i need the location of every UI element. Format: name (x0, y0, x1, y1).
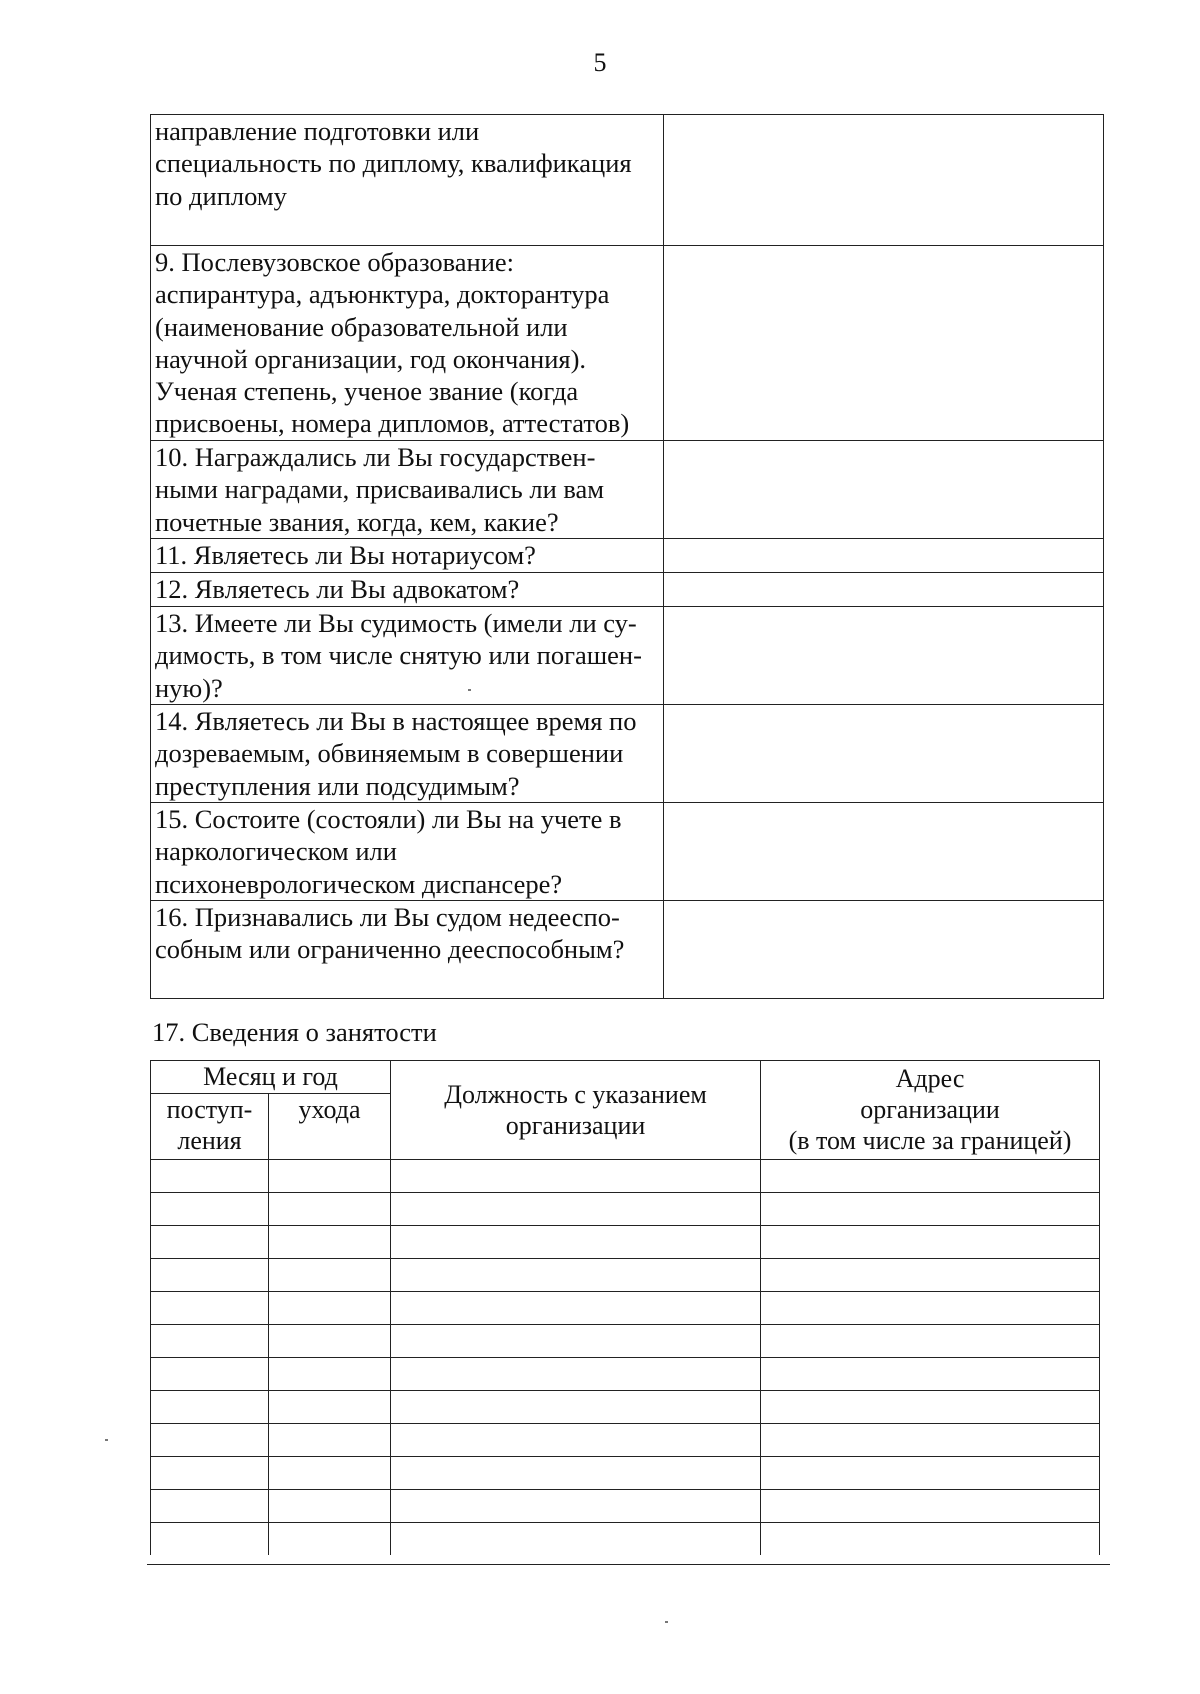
question-text-line: 16. Признавались ли Вы судом недееспо- (155, 902, 620, 932)
answer-field[interactable] (664, 901, 1104, 999)
start-date-cell[interactable] (151, 1160, 269, 1193)
question-text-line: 13. Имеете ли Вы судимость (имели ли су- (155, 608, 637, 638)
address-cell[interactable] (761, 1490, 1100, 1523)
question-text-line: научной организации, год окончания). (155, 343, 587, 374)
position-cell[interactable] (391, 1193, 761, 1226)
position-cell[interactable] (391, 1391, 761, 1424)
question-text-line: по диплому (155, 180, 287, 211)
employment-row (151, 1490, 1100, 1523)
question-row (151, 115, 1104, 246)
question-text-line: 10. Награждались ли Вы государствен- (155, 442, 596, 472)
position-cell[interactable] (391, 1325, 761, 1358)
questionnaire-table (150, 114, 1104, 999)
answer-field[interactable] (664, 539, 1104, 573)
position-header-line: Должность с указанием (444, 1080, 707, 1109)
scan-speck (468, 689, 471, 691)
position-cell[interactable] (391, 1226, 761, 1259)
answer-field[interactable] (664, 607, 1104, 705)
address-header-line: Адрес (895, 1064, 965, 1093)
question-label (151, 705, 664, 803)
question-label (151, 901, 664, 999)
question-text-line: ными наградами, присваивались ли вам (155, 474, 605, 505)
employment-row (151, 1358, 1100, 1391)
question-row (151, 441, 1104, 539)
answer-field[interactable] (664, 803, 1104, 901)
position-cell[interactable] (391, 1490, 761, 1523)
address-cell[interactable] (761, 1292, 1100, 1325)
question-label (151, 803, 664, 901)
employment-row (151, 1259, 1100, 1292)
end-date-cell[interactable] (269, 1391, 391, 1424)
answer-field[interactable] (664, 441, 1104, 539)
end-date-cell[interactable] (269, 1259, 391, 1292)
question-text-line: аспирантура, адъюнктура, докторантура (155, 279, 610, 310)
question-text-line: 15. Состоите (состояли) ли Вы на учете в (155, 804, 622, 834)
end-date-cell[interactable] (269, 1424, 391, 1457)
question-text-line: психоневрологическом диспансере? (155, 868, 563, 899)
start-date-cell[interactable] (151, 1391, 269, 1424)
address-cell[interactable] (761, 1358, 1100, 1391)
address-cell[interactable] (761, 1160, 1100, 1193)
end-date-cell[interactable] (269, 1457, 391, 1490)
question-text-line: дозреваемым, обвиняемым в совершении (155, 738, 624, 769)
position-cell[interactable] (391, 1160, 761, 1193)
employment-row (151, 1226, 1100, 1259)
start-date-cell[interactable] (151, 1490, 269, 1523)
question-label (151, 115, 664, 246)
end-date-header: ухода (269, 1094, 391, 1160)
question-text-line: присвоены, номера дипломов, аттестатов) (155, 408, 630, 439)
question-text-line: наркологическом или (155, 836, 397, 867)
question-row (151, 705, 1104, 803)
end-date-cell[interactable] (269, 1292, 391, 1325)
end-date-cell[interactable] (269, 1226, 391, 1259)
address-cell[interactable] (761, 1193, 1100, 1226)
position-cell[interactable] (391, 1292, 761, 1325)
question-text-line: Ученая степень, ученое звание (когда (155, 376, 579, 407)
end-date-cell[interactable] (269, 1523, 391, 1556)
position-cell[interactable] (391, 1457, 761, 1490)
address-cell[interactable] (761, 1259, 1100, 1292)
address-cell[interactable] (761, 1226, 1100, 1259)
question-text-line: 14. Являетесь ли Вы в настоящее время по (155, 706, 637, 736)
question-text-line: собным или ограниченно дееспособным? (155, 934, 625, 965)
start-date-header-line: поступ- (166, 1095, 253, 1124)
question-text-line: почетные звания, когда, кем, какие? (155, 506, 559, 537)
question-text-line: (наименование образовательной или (155, 311, 568, 342)
employment-row (151, 1391, 1100, 1424)
position-cell[interactable] (391, 1358, 761, 1391)
question-row (151, 803, 1104, 901)
answer-field[interactable] (664, 705, 1104, 803)
question-label (151, 539, 664, 573)
address-header (761, 1061, 1100, 1160)
start-date-cell[interactable] (151, 1424, 269, 1457)
position-cell[interactable] (391, 1523, 761, 1556)
page-number: 5 (593, 48, 607, 77)
question-row (151, 901, 1104, 999)
start-date-cell[interactable] (151, 1292, 269, 1325)
start-date-cell[interactable] (151, 1457, 269, 1490)
question-text-line: направление подготовки или (155, 116, 480, 146)
end-date-cell[interactable] (269, 1160, 391, 1193)
employment-header-row (151, 1061, 1100, 1094)
question-text-line: 11. Являетесь ли Вы нотариусом? (155, 540, 536, 570)
question-text-line: ную)? (155, 672, 223, 703)
position-header (391, 1061, 761, 1160)
employment-row (151, 1457, 1100, 1490)
start-date-header-line: ления (177, 1126, 242, 1155)
question-row (151, 573, 1104, 607)
scan-speck (665, 1621, 668, 1623)
position-cell[interactable] (391, 1424, 761, 1457)
question-text-line: 9. Послевузовское образование: (155, 247, 515, 277)
end-date-cell[interactable] (269, 1325, 391, 1358)
employment-row (151, 1424, 1100, 1457)
address-cell[interactable] (761, 1424, 1100, 1457)
position-cell[interactable] (391, 1259, 761, 1292)
start-date-cell[interactable] (151, 1325, 269, 1358)
start-date-cell[interactable] (151, 1523, 269, 1556)
question-text-line: специальность по диплому, квалификация (155, 148, 632, 179)
employment-row (151, 1292, 1100, 1325)
employment-row (151, 1325, 1100, 1358)
scan-speck (105, 1439, 108, 1441)
month-year-header: Месяц и год (151, 1061, 391, 1094)
end-date-cell[interactable] (269, 1358, 391, 1391)
start-date-cell[interactable] (151, 1259, 269, 1292)
question-text-line: 12. Являетесь ли Вы адвокатом? (155, 574, 520, 604)
address-cell[interactable] (761, 1523, 1100, 1556)
position-header-line: организации (505, 1111, 646, 1140)
question-row (151, 246, 1104, 441)
question-row (151, 607, 1104, 705)
question-text-line: димость, в том числе снятую или погашен- (155, 640, 642, 671)
start-date-header (151, 1094, 269, 1160)
answer-field[interactable] (664, 115, 1104, 246)
employment-section-title: 17. Сведения о занятости (152, 1017, 437, 1047)
end-date-cell[interactable] (269, 1490, 391, 1523)
start-date-cell[interactable] (151, 1226, 269, 1259)
address-cell[interactable] (761, 1325, 1100, 1358)
answer-field[interactable] (664, 246, 1104, 441)
question-label (151, 441, 664, 539)
end-date-cell[interactable] (269, 1193, 391, 1226)
employment-row (151, 1160, 1100, 1193)
employment-row (151, 1523, 1100, 1556)
question-label (151, 246, 664, 441)
address-header-line: (в том числе за границей) (788, 1126, 1072, 1155)
address-cell[interactable] (761, 1457, 1100, 1490)
question-label (151, 607, 664, 705)
address-header-line: организации (860, 1095, 1000, 1124)
start-date-cell[interactable] (151, 1193, 269, 1226)
employment-row (151, 1193, 1100, 1226)
address-cell[interactable] (761, 1391, 1100, 1424)
employment-table (150, 1060, 1100, 1555)
answer-field[interactable] (664, 573, 1104, 607)
question-label (151, 573, 664, 607)
start-date-cell[interactable] (151, 1358, 269, 1391)
question-row (151, 539, 1104, 573)
bottom-rule (147, 1564, 1110, 1565)
question-text-line: преступления или подсудимым? (155, 770, 520, 801)
